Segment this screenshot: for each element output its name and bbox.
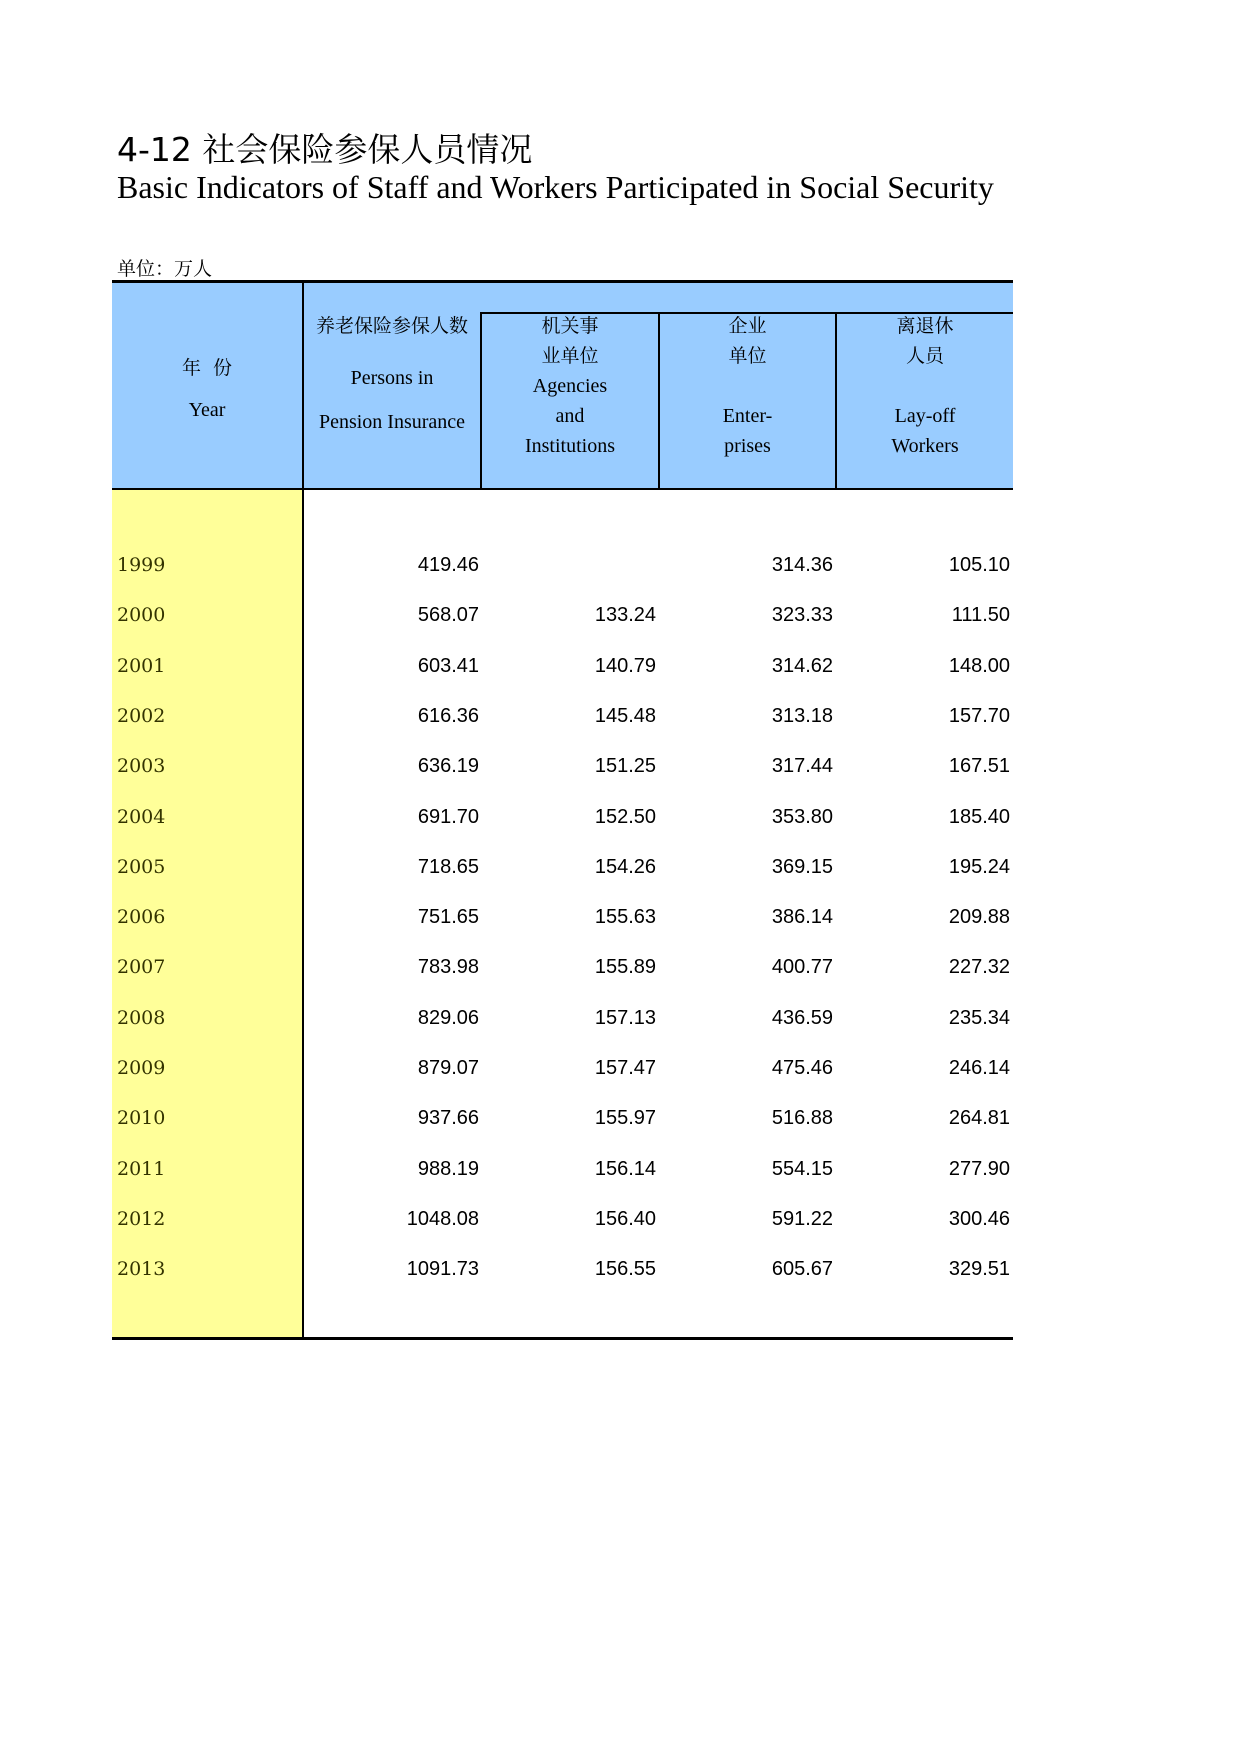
- header-agencies-en2: and: [555, 405, 585, 427]
- cell-layoff: 195.24: [948, 856, 1010, 878]
- row-year: 2003: [117, 755, 166, 777]
- header-enterprises: [660, 311, 835, 461]
- row-year: 2009: [117, 1057, 166, 1079]
- cell-pension: 718.65: [417, 856, 479, 878]
- cell-agencies: 152.50: [594, 806, 656, 828]
- cell-enterprises: 591.22: [771, 1208, 833, 1230]
- cell-agencies: 156.40: [594, 1208, 656, 1230]
- row-year: 2001: [117, 655, 166, 677]
- cell-agencies: 140.79: [594, 655, 656, 677]
- cell-enterprises: 313.18: [771, 705, 833, 727]
- cell-enterprises: 605.67: [771, 1258, 833, 1280]
- header-pension-cn: 养老保险参保人数: [315, 315, 468, 337]
- cell-enterprises: 386.14: [771, 906, 833, 928]
- cell-agencies: 151.25: [594, 755, 656, 777]
- row-year: 2011: [117, 1158, 166, 1180]
- header-pension: [304, 311, 480, 437]
- header-layoff-en2: Workers: [891, 435, 959, 457]
- table-bottom-rule: [112, 1337, 1013, 1340]
- header-agencies-cn2: 业单位: [541, 345, 599, 367]
- header-enterprises-en2: prises: [724, 435, 771, 457]
- cell-agencies: 155.97: [594, 1107, 656, 1129]
- header-enterprises-cn2: 单位: [728, 345, 767, 367]
- row-year: 2007: [117, 956, 166, 978]
- row-year: 2004: [117, 806, 166, 828]
- header-layoff-cn1: 离退休: [896, 315, 954, 337]
- cell-layoff: 167.51: [948, 755, 1010, 777]
- cell-agencies: 157.13: [594, 1007, 656, 1029]
- header-layoff-en1: Lay-off: [894, 405, 956, 427]
- cell-pension: 937.66: [417, 1107, 479, 1129]
- cell-pension: 783.98: [417, 956, 479, 978]
- cell-layoff: 105.10: [948, 554, 1010, 576]
- cell-enterprises: 314.36: [771, 554, 833, 576]
- cell-enterprises: 353.80: [771, 806, 833, 828]
- cell-agencies: 155.89: [594, 956, 656, 978]
- cell-pension: 691.70: [417, 806, 479, 828]
- cell-pension: 603.41: [417, 655, 479, 677]
- row-year: 2013: [117, 1258, 166, 1280]
- header-pension-en2: Pension Insurance: [318, 411, 466, 433]
- header-agencies: [482, 311, 658, 461]
- cell-agencies: 157.47: [594, 1057, 656, 1079]
- cell-agencies: 133.24: [594, 604, 656, 626]
- cell-layoff: 329.51: [948, 1258, 1010, 1280]
- cell-layoff: 209.88: [948, 906, 1010, 928]
- cell-pension: 636.19: [417, 755, 479, 777]
- header-agencies-cn1: 机关事: [541, 315, 599, 337]
- cell-pension: 616.36: [417, 705, 479, 727]
- header-enterprises-en1: Enter-: [722, 405, 773, 427]
- table-top-rule: [112, 280, 1013, 283]
- cell-layoff: 300.46: [948, 1208, 1010, 1230]
- cell-layoff: 277.90: [948, 1158, 1010, 1180]
- row-year: 2005: [117, 856, 166, 878]
- cell-pension: 751.65: [417, 906, 479, 928]
- cell-agencies: 156.14: [594, 1158, 656, 1180]
- cell-agencies: 154.26: [594, 856, 656, 878]
- row-year: 2012: [117, 1208, 166, 1230]
- cell-enterprises: 475.46: [771, 1057, 833, 1079]
- row-year: 2000: [117, 604, 166, 626]
- cell-pension: 1048.08: [406, 1208, 479, 1230]
- header-agencies-en1: Agencies: [532, 375, 608, 397]
- cell-layoff: 185.40: [948, 806, 1010, 828]
- header-agencies-en3: Institutions: [524, 435, 615, 457]
- cell-pension: 419.46: [417, 554, 479, 576]
- cell-agencies: 145.48: [594, 705, 656, 727]
- cell-agencies: 155.63: [594, 906, 656, 928]
- column-divider-year: [302, 283, 304, 1337]
- cell-pension: 568.07: [417, 604, 479, 626]
- cell-enterprises: 400.77: [771, 956, 833, 978]
- cell-pension: 879.07: [417, 1057, 479, 1079]
- cell-layoff: 264.81: [948, 1107, 1010, 1129]
- cell-agencies: 156.55: [594, 1258, 656, 1280]
- unit-label: 单位：万人: [117, 258, 213, 280]
- page-title-en: Basic Indicators of Staff and Workers Participated in Social Security: [117, 169, 994, 205]
- cell-layoff: 227.32: [948, 956, 1010, 978]
- cell-pension: 988.19: [417, 1158, 479, 1180]
- row-year: 2008: [117, 1007, 166, 1029]
- row-year: 2002: [117, 705, 166, 727]
- header-bottom-rule: [112, 488, 1013, 490]
- header-enterprises-cn1: 企业: [728, 315, 767, 337]
- row-year: 1999: [117, 554, 166, 576]
- cell-enterprises: 323.33: [771, 604, 833, 626]
- cell-layoff: 111.50: [951, 604, 1010, 626]
- header-year-cn: 年 份: [181, 357, 233, 379]
- page-title-cn: 4-12 社会保险参保人员情况: [117, 130, 533, 169]
- cell-layoff: 235.34: [948, 1007, 1010, 1029]
- cell-layoff: 148.00: [948, 655, 1010, 677]
- header-pension-en1: Persons in: [350, 367, 434, 389]
- header-year: [112, 347, 302, 431]
- header-layoff: [837, 311, 1013, 461]
- cell-pension: 1091.73: [406, 1258, 479, 1280]
- header-layoff-cn2: 人员: [905, 345, 944, 367]
- cell-layoff: 246.14: [948, 1057, 1010, 1079]
- cell-pension: 829.06: [417, 1007, 479, 1029]
- cell-enterprises: 314.62: [771, 655, 833, 677]
- header-year-en: Year: [188, 399, 226, 421]
- cell-enterprises: 436.59: [771, 1007, 833, 1029]
- cell-enterprises: 516.88: [771, 1107, 833, 1129]
- row-year: 2010: [117, 1107, 166, 1129]
- row-year: 2006: [117, 906, 166, 928]
- cell-enterprises: 317.44: [771, 755, 833, 777]
- cell-enterprises: 369.15: [771, 856, 833, 878]
- cell-enterprises: 554.15: [771, 1158, 833, 1180]
- cell-layoff: 157.70: [948, 705, 1010, 727]
